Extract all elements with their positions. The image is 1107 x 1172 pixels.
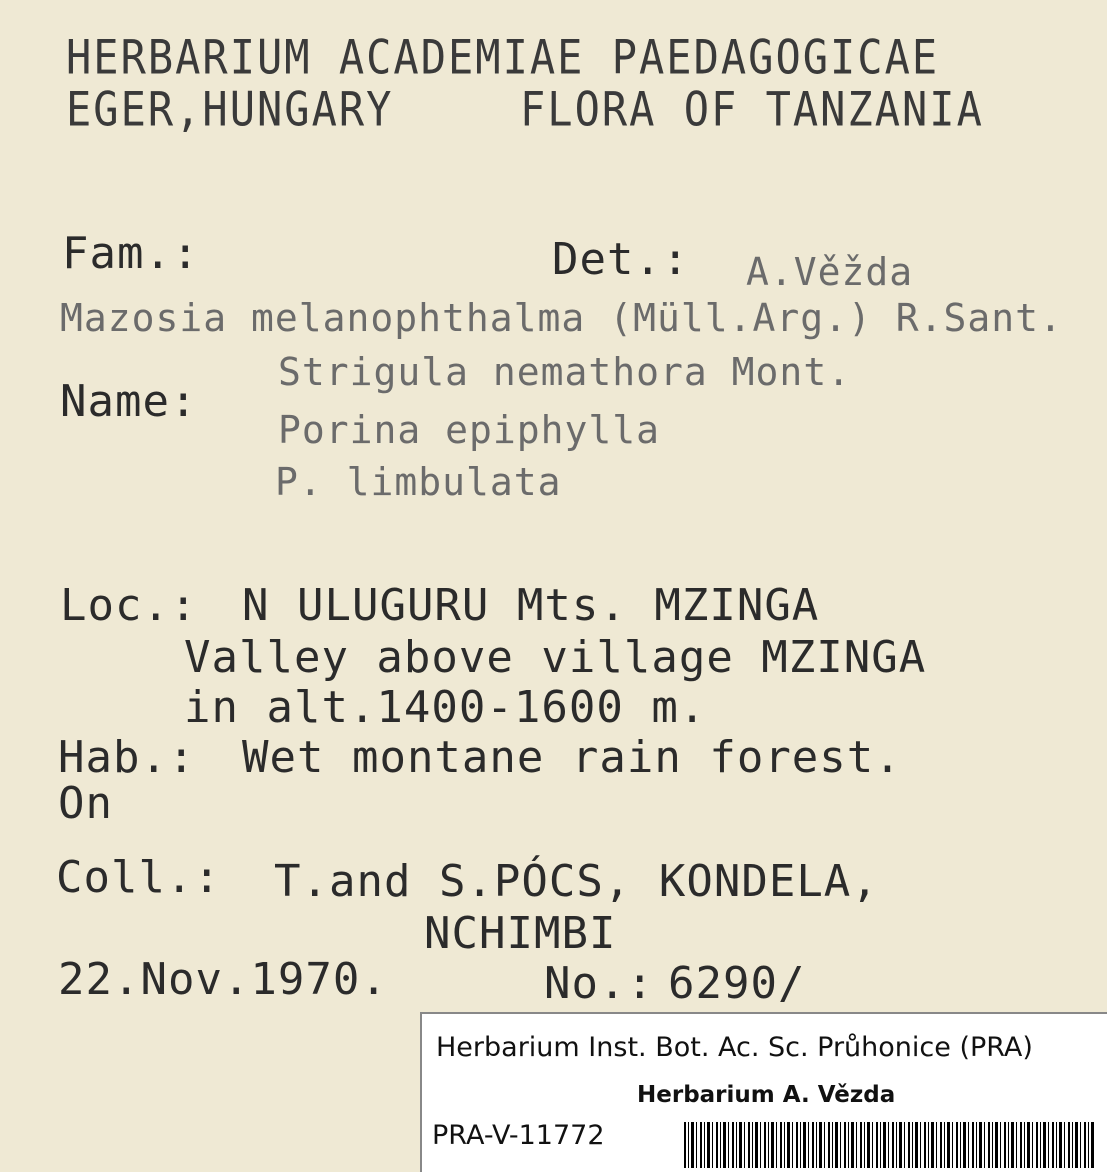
hab-label: Hab.: (58, 732, 196, 783)
loc-line-2: Valley above village MZINGA (184, 632, 927, 683)
header-line-1: HERBARIUM ACADEMIAE PAEDAGOGICAE (66, 30, 940, 85)
header-line-2-left: EGER,HUNGARY (66, 82, 394, 137)
coll-line-2: NCHIMBI (424, 908, 617, 959)
coll-label: Coll.: (56, 852, 221, 903)
collection-date: 22.Nov.1970. (58, 954, 388, 1005)
species-3: Porina epiphylla (278, 408, 661, 452)
det-label: Det.: (552, 234, 690, 285)
specimen-id: PRA-V-11772 (432, 1120, 605, 1151)
loc-line-1: N ULUGURU Mts. MZINGA (242, 580, 820, 631)
hab-value: Wet montane rain forest. (242, 732, 902, 783)
det-value: A.Věžda (746, 250, 914, 294)
coll-value: T.and S.PÓCS, KONDELA, (274, 856, 879, 907)
species-1: Mazosia melanophthalma (Müll.Arg.) R.Sant. (60, 296, 1063, 340)
species-4: P. limbulata (275, 460, 562, 504)
barcode (684, 1122, 1094, 1168)
institution-name: Herbarium Inst. Bot. Ac. Sc. Průhonice (PRA) (436, 1032, 1033, 1063)
number-label: No.: (544, 958, 654, 1009)
name-label: Name: (60, 376, 198, 427)
herbarium-name: Herbarium A. Vězda (637, 1082, 896, 1108)
loc-label: Loc.: (60, 580, 198, 631)
loc-line-3: in alt.1400-1600 m. (184, 682, 707, 733)
number-value: 6290/ (668, 958, 806, 1009)
header-line-2-right: FLORA OF TANZANIA (520, 82, 984, 137)
hab-line-2: On (58, 778, 113, 829)
species-2: Strigula nemathora Mont. (278, 350, 852, 394)
barcode-sticker (420, 1012, 1107, 1172)
fam-label: Fam.: (62, 228, 200, 279)
